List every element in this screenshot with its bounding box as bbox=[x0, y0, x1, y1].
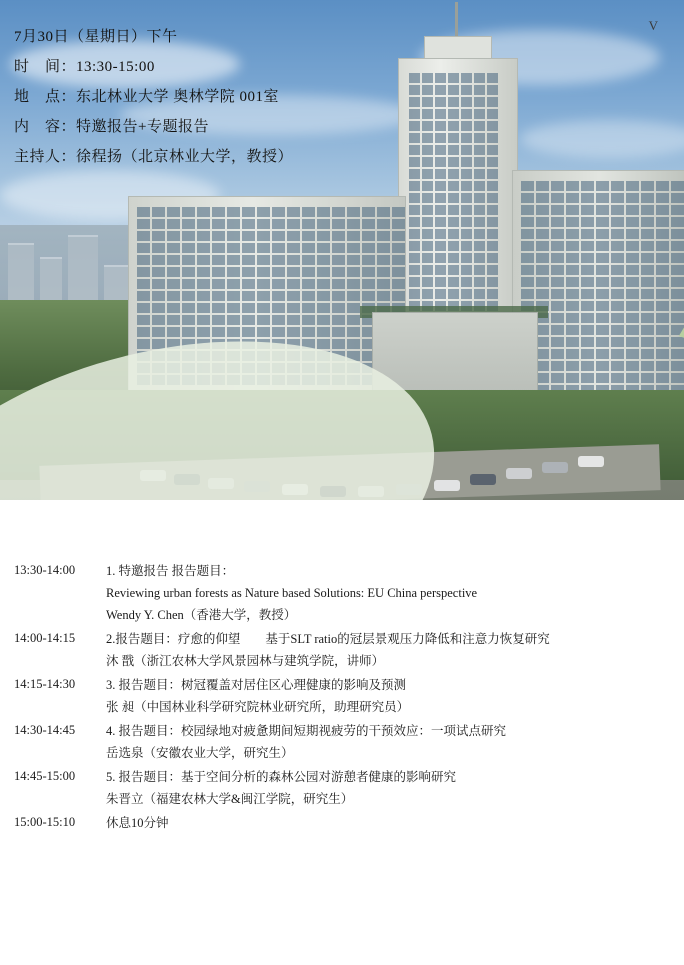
schedule-line: 张 昶（中国林业科学研究院林业研究所，助理研究员） bbox=[106, 700, 410, 714]
schedule-line: 2.报告题目：疗愈的仰望 基于SLT ratio的冠层景观压力降低和注意力恢复研究 bbox=[106, 632, 550, 646]
schedule-time: 14:15-14:30 bbox=[14, 677, 76, 691]
schedule-body bbox=[92, 674, 684, 718]
schedule-row bbox=[0, 766, 684, 810]
schedule-time: 15:00-15:10 bbox=[14, 815, 76, 829]
schedule-row bbox=[0, 628, 684, 672]
session-host: 主持人：徐程扬（北京林业大学，教授） bbox=[14, 149, 294, 165]
schedule-line: 4. 报告题目：校园绿地对疲惫期间短期视疲劳的干预效应：一项试点研究 bbox=[106, 724, 507, 738]
session-content: 内 容：特邀报告+专题报告 bbox=[14, 119, 209, 135]
session-place: 地 点：东北林业大学 奥林学院 001室 bbox=[14, 89, 280, 105]
session-date: 7月30日（星期日）下午 bbox=[14, 29, 178, 45]
schedule-row bbox=[0, 560, 684, 626]
parked-car bbox=[506, 468, 532, 479]
schedule-time: 14:45-15:00 bbox=[14, 769, 76, 783]
antenna-mast bbox=[455, 2, 458, 38]
schedule-body bbox=[92, 766, 684, 810]
schedule-line: 岳选泉（安徽农业大学，研究生） bbox=[106, 746, 294, 760]
parked-car bbox=[434, 480, 460, 491]
schedule-row bbox=[0, 674, 684, 718]
schedule-line: 沐 戬（浙江农林大学风景园林与建筑学院，讲师） bbox=[106, 654, 385, 668]
schedule-row bbox=[0, 812, 684, 834]
schedule-body bbox=[92, 812, 684, 834]
schedule-line: 5. 报告题目：基于空间分析的森林公园对游憩者健康的影响研究 bbox=[106, 770, 457, 784]
schedule-line: 1. 特邀报告 报告题目： bbox=[106, 564, 235, 578]
parked-car bbox=[578, 456, 604, 467]
parked-car bbox=[542, 462, 568, 473]
arc-bottom-mask bbox=[0, 500, 684, 556]
session-time: 时 间：13:30-15:00 bbox=[14, 59, 155, 75]
schedule-body bbox=[92, 628, 684, 672]
schedule-body bbox=[92, 560, 684, 626]
schedule-line: 3. 报告题目：树冠覆盖对居住区心理健康的影响及预测 bbox=[106, 678, 407, 692]
schedule-body bbox=[92, 720, 684, 764]
schedule-line: 休息10分钟 bbox=[106, 816, 169, 830]
parked-car bbox=[470, 474, 496, 485]
schedule-line: Wendy Y. Chen（香港大学，教授） bbox=[106, 608, 297, 622]
session-header bbox=[14, 22, 444, 172]
schedule-row bbox=[0, 720, 684, 764]
schedule-time: 14:00-14:15 bbox=[14, 631, 76, 645]
schedule-line: Reviewing urban forests as Nature based Solutions: EU China perspective bbox=[106, 586, 478, 600]
schedule-line: 朱晋立（福建农林大学&闽江学院，研究生） bbox=[106, 792, 354, 806]
schedule-list bbox=[0, 560, 684, 836]
page-marker: V bbox=[648, 18, 658, 33]
schedule-time: 13:30-14:00 bbox=[14, 563, 76, 577]
schedule-time: 14:30-14:45 bbox=[14, 723, 76, 737]
